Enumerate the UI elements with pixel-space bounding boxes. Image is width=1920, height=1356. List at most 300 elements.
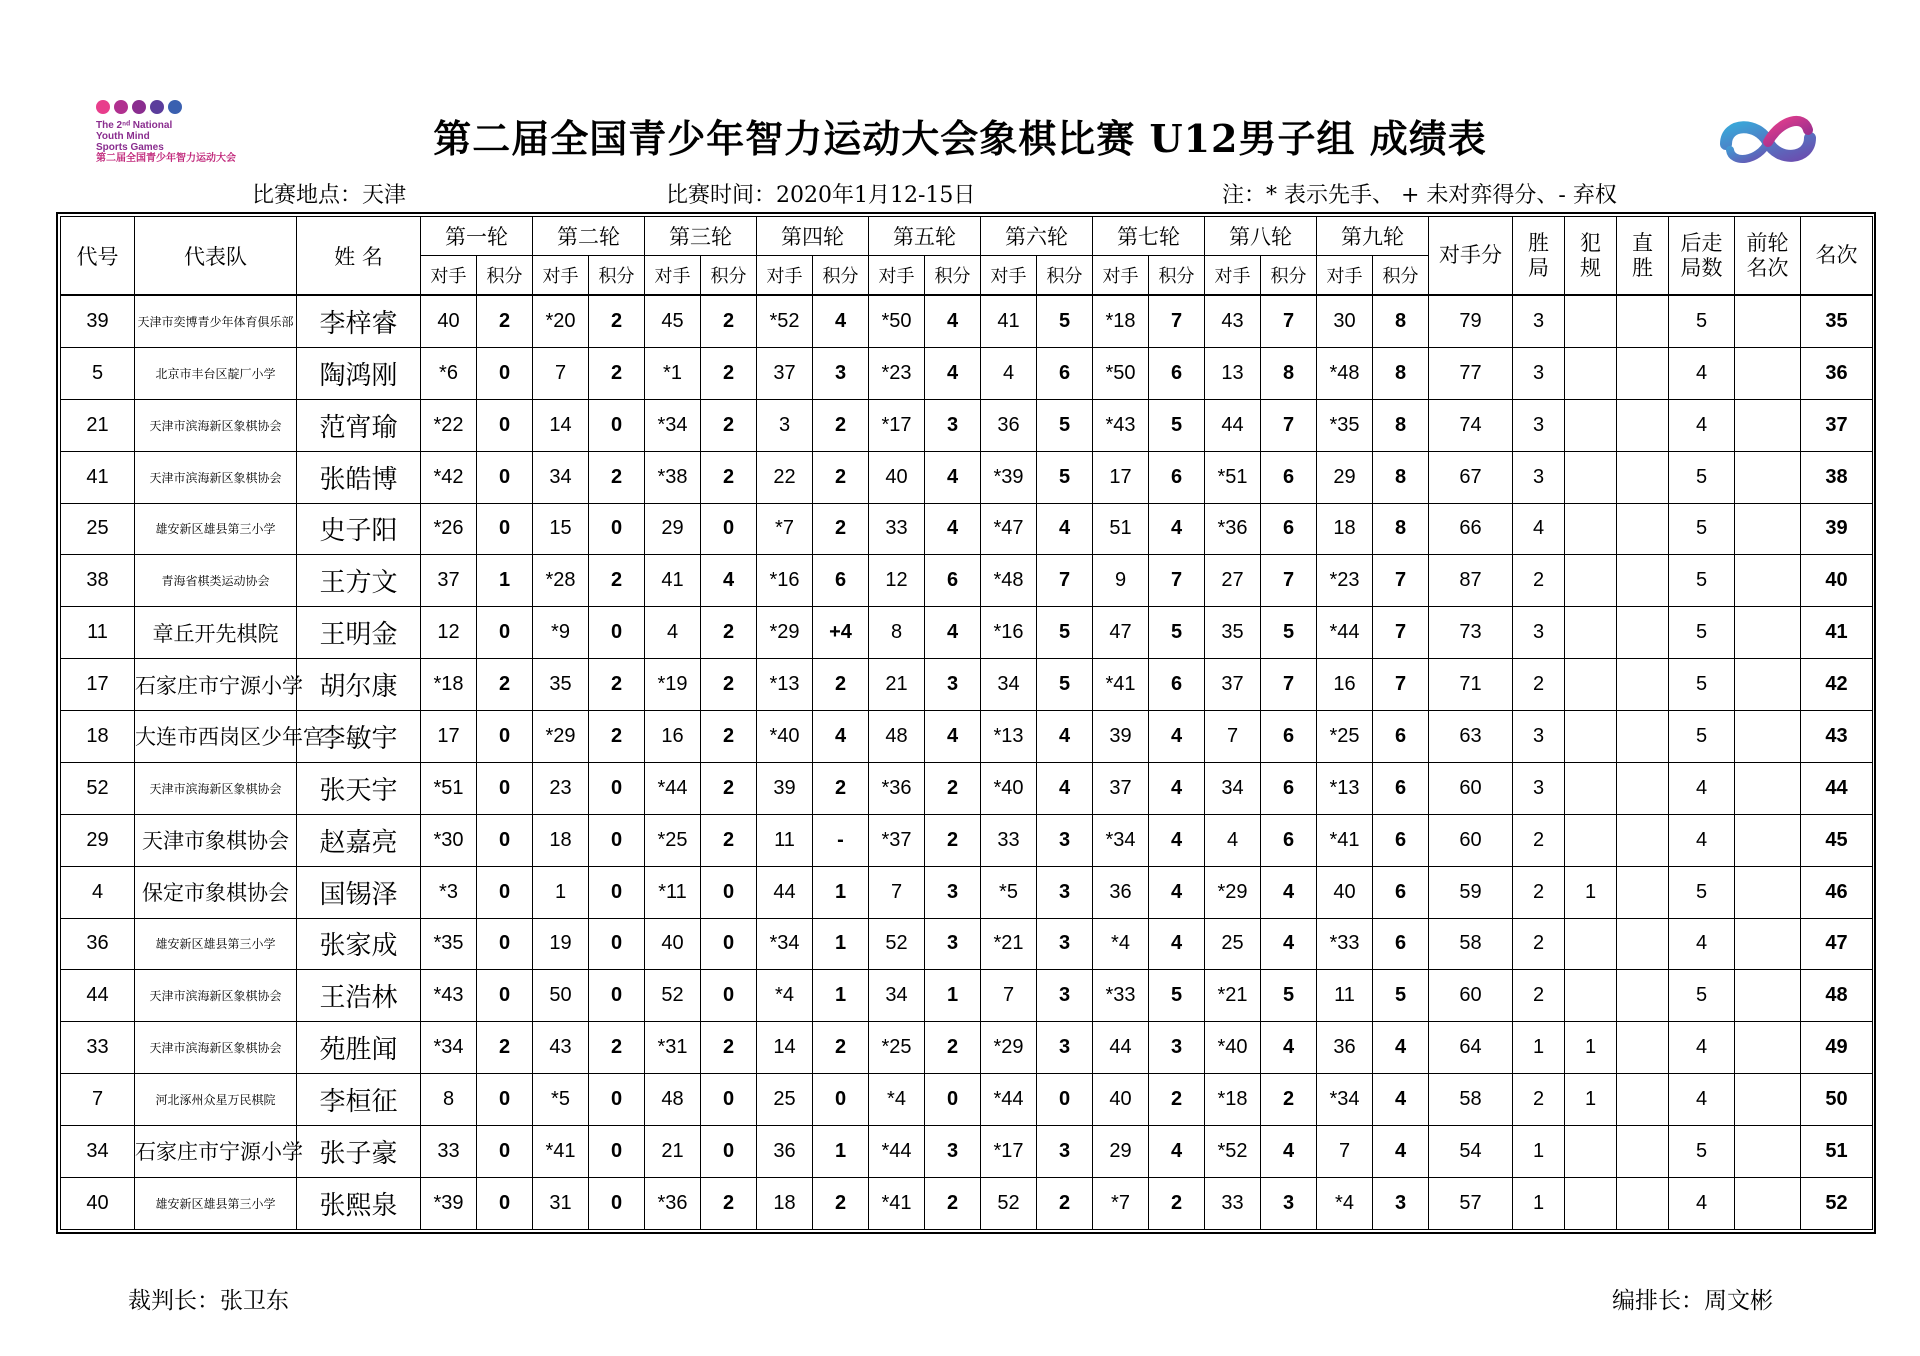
round-opponent: 25 — [1205, 918, 1261, 970]
round-points: 3 — [925, 866, 981, 918]
round-points: 3 — [925, 659, 981, 711]
round-opponent: *38 — [645, 451, 701, 503]
round-points: 0 — [701, 1074, 757, 1126]
second-move-games: 4 — [1669, 347, 1735, 399]
round-points: 8 — [1261, 347, 1317, 399]
round-opponent: 21 — [869, 659, 925, 711]
foul-count — [1565, 659, 1617, 711]
wins-count: 2 — [1513, 1074, 1565, 1126]
team-name: 青海省棋类运动协会 — [135, 555, 297, 607]
wins-count: 3 — [1513, 762, 1565, 814]
player-name: 王明金 — [297, 607, 421, 659]
header-fouls: 犯 规 — [1565, 217, 1617, 296]
round-points: 2 — [701, 399, 757, 451]
round-opponent: 18 — [757, 1177, 813, 1229]
header-round: 第七轮 — [1093, 217, 1205, 256]
foul-count: 1 — [1565, 1074, 1617, 1126]
wins-count: 3 — [1513, 607, 1565, 659]
round-opponent: *7 — [757, 503, 813, 555]
second-move-games: 5 — [1669, 555, 1735, 607]
round-points: 3 — [1037, 814, 1093, 866]
round-opponent: *51 — [421, 762, 477, 814]
team-name: 雄安新区雄县第三小学 — [135, 503, 297, 555]
logo-line-4: 第二届全国青少年智力运动大会 — [96, 153, 236, 164]
player-name: 陶鸿刚 — [297, 347, 421, 399]
round-points: 2 — [589, 295, 645, 347]
round-points: 4 — [1149, 866, 1205, 918]
round-opponent: *29 — [757, 607, 813, 659]
player-code: 25 — [61, 503, 135, 555]
header-points: 积分 — [1149, 256, 1205, 296]
opponent-score: 71 — [1429, 659, 1513, 711]
round-points: 2 — [701, 451, 757, 503]
player-name: 李敏宇 — [297, 711, 421, 763]
round-opponent: 37 — [1205, 659, 1261, 711]
round-opponent: *13 — [981, 711, 1037, 763]
round-opponent: 33 — [869, 503, 925, 555]
round-points: 0 — [589, 1177, 645, 1229]
wins-count: 2 — [1513, 970, 1565, 1022]
chief-arranger: 编排长：周文彬 — [1612, 1288, 1773, 1314]
round-points: 2 — [701, 1177, 757, 1229]
previous-rank — [1735, 659, 1801, 711]
round-points: 0 — [477, 814, 533, 866]
round-opponent: 50 — [533, 970, 589, 1022]
round-points: 0 — [477, 1177, 533, 1229]
direct-wins — [1617, 814, 1669, 866]
team-name: 天津市滨海新区象棋协会 — [135, 399, 297, 451]
player-code: 38 — [61, 555, 135, 607]
round-points: 0 — [477, 503, 533, 555]
round-points: 3 — [925, 1126, 981, 1178]
round-opponent: *25 — [645, 814, 701, 866]
round-points: 4 — [925, 295, 981, 347]
second-move-games: 5 — [1669, 503, 1735, 555]
round-points: 8 — [1373, 503, 1429, 555]
table-row — [61, 1177, 1873, 1229]
header-opponent: 对手 — [645, 256, 701, 296]
round-points: 4 — [1149, 711, 1205, 763]
round-points: 3 — [925, 918, 981, 970]
second-move-games: 4 — [1669, 1022, 1735, 1074]
direct-wins — [1617, 347, 1669, 399]
round-opponent: *36 — [1205, 503, 1261, 555]
round-opponent: 35 — [1205, 607, 1261, 659]
round-opponent: *44 — [869, 1126, 925, 1178]
header-points: 积分 — [925, 256, 981, 296]
round-opponent: 29 — [1317, 451, 1373, 503]
round-opponent: *25 — [869, 1022, 925, 1074]
direct-wins — [1617, 659, 1669, 711]
round-opponent: *37 — [869, 814, 925, 866]
table-row — [61, 399, 1873, 451]
round-points: 2 — [813, 1177, 869, 1229]
team-name: 雄安新区雄县第三小学 — [135, 918, 297, 970]
round-points: 0 — [589, 1074, 645, 1126]
direct-wins — [1617, 918, 1669, 970]
round-points: 0 — [589, 918, 645, 970]
round-opponent: *13 — [1317, 762, 1373, 814]
wins-count: 3 — [1513, 399, 1565, 451]
player-code: 18 — [61, 711, 135, 763]
direct-wins — [1617, 1074, 1669, 1126]
round-opponent: 36 — [1317, 1022, 1373, 1074]
logo-line-3: Sports Games — [96, 142, 164, 153]
round-opponent: *50 — [869, 295, 925, 347]
wins-count: 2 — [1513, 866, 1565, 918]
round-opponent: 23 — [533, 762, 589, 814]
round-opponent: 52 — [869, 918, 925, 970]
round-opponent: *36 — [645, 1177, 701, 1229]
round-opponent: 52 — [981, 1177, 1037, 1229]
player-name: 张熙泉 — [297, 1177, 421, 1229]
round-opponent: 40 — [421, 295, 477, 347]
logo-line-1: The 2ⁿᵈ National — [96, 120, 173, 131]
round-points: 7 — [1373, 607, 1429, 659]
opponent-score: 73 — [1429, 607, 1513, 659]
round-points: 2 — [477, 659, 533, 711]
round-points: 6 — [1037, 347, 1093, 399]
player-code: 11 — [61, 607, 135, 659]
player-code: 33 — [61, 1022, 135, 1074]
player-code: 52 — [61, 762, 135, 814]
final-rank: 43 — [1801, 711, 1873, 763]
round-opponent: 40 — [645, 918, 701, 970]
team-name: 天津市滨海新区象棋协会 — [135, 970, 297, 1022]
header-round: 第六轮 — [981, 217, 1093, 256]
team-name: 河北涿州众星万民棋院 — [135, 1074, 297, 1126]
round-opponent: 7 — [981, 970, 1037, 1022]
round-opponent: *34 — [1317, 1074, 1373, 1126]
round-points: 4 — [925, 711, 981, 763]
round-opponent: 14 — [533, 399, 589, 451]
round-opponent: *41 — [533, 1126, 589, 1178]
round-points: 0 — [589, 607, 645, 659]
team-name: 天津市奕博青少年体育俱乐部 — [135, 295, 297, 347]
round-opponent: *52 — [1205, 1126, 1261, 1178]
round-points: 5 — [1037, 607, 1093, 659]
wins-count: 3 — [1513, 295, 1565, 347]
round-points: 5 — [1261, 970, 1317, 1022]
round-points: 5 — [1149, 607, 1205, 659]
table-row — [61, 555, 1873, 607]
foul-count — [1565, 970, 1617, 1022]
round-points: 1 — [925, 970, 981, 1022]
previous-rank — [1735, 970, 1801, 1022]
round-points: 2 — [1261, 1074, 1317, 1126]
round-points: 2 — [477, 1022, 533, 1074]
round-points: 0 — [477, 347, 533, 399]
round-opponent: 3 — [757, 399, 813, 451]
round-opponent: 11 — [757, 814, 813, 866]
second-move-games: 4 — [1669, 399, 1735, 451]
round-opponent: *31 — [645, 1022, 701, 1074]
round-points: 6 — [1261, 814, 1317, 866]
round-points: 2 — [701, 762, 757, 814]
round-opponent: *21 — [1205, 970, 1261, 1022]
round-opponent: *29 — [533, 711, 589, 763]
table-row — [61, 503, 1873, 555]
round-points: 4 — [925, 607, 981, 659]
round-points: 0 — [701, 1126, 757, 1178]
round-points: 0 — [477, 1126, 533, 1178]
foul-count — [1565, 295, 1617, 347]
final-rank: 45 — [1801, 814, 1873, 866]
round-opponent: *19 — [645, 659, 701, 711]
opponent-score: 67 — [1429, 451, 1513, 503]
round-points: 0 — [589, 814, 645, 866]
round-opponent: 34 — [869, 970, 925, 1022]
player-code: 21 — [61, 399, 135, 451]
round-points: 7 — [1373, 555, 1429, 607]
final-rank: 51 — [1801, 1126, 1873, 1178]
round-opponent: 43 — [533, 1022, 589, 1074]
round-points: 7 — [1261, 555, 1317, 607]
round-opponent: *4 — [1317, 1177, 1373, 1229]
round-points: 4 — [925, 503, 981, 555]
foul-count — [1565, 399, 1617, 451]
round-points: 4 — [1037, 711, 1093, 763]
round-opponent: 51 — [1093, 503, 1149, 555]
second-move-games: 4 — [1669, 918, 1735, 970]
table-row — [61, 762, 1873, 814]
round-opponent: *23 — [869, 347, 925, 399]
header-opponent: 对手 — [869, 256, 925, 296]
round-points: 8 — [1373, 451, 1429, 503]
round-opponent: 52 — [645, 970, 701, 1022]
round-opponent: *41 — [1317, 814, 1373, 866]
round-points: 2 — [813, 762, 869, 814]
round-points: 2 — [589, 347, 645, 399]
round-points: 1 — [813, 970, 869, 1022]
second-move-games: 4 — [1669, 814, 1735, 866]
second-move-games: 5 — [1669, 451, 1735, 503]
round-points: 4 — [1261, 866, 1317, 918]
round-opponent: 4 — [1205, 814, 1261, 866]
table-row — [61, 295, 1873, 347]
header-opponent: 对手 — [533, 256, 589, 296]
round-points: +4 — [813, 607, 869, 659]
round-points: 2 — [589, 659, 645, 711]
round-points: 3 — [1037, 866, 1093, 918]
round-points: 0 — [477, 607, 533, 659]
team-name: 天津市滨海新区象棋协会 — [135, 762, 297, 814]
final-rank: 44 — [1801, 762, 1873, 814]
round-points: 0 — [1037, 1074, 1093, 1126]
round-points: 6 — [1261, 503, 1317, 555]
wins-count: 2 — [1513, 814, 1565, 866]
foul-count: 1 — [1565, 866, 1617, 918]
round-points: 0 — [925, 1074, 981, 1126]
final-rank: 35 — [1801, 295, 1873, 347]
final-rank: 39 — [1801, 503, 1873, 555]
round-points: 2 — [813, 399, 869, 451]
round-points: 7 — [1261, 399, 1317, 451]
round-points: 5 — [1037, 659, 1093, 711]
team-name: 天津市滨海新区象棋协会 — [135, 451, 297, 503]
round-opponent: 34 — [533, 451, 589, 503]
round-opponent: *33 — [1093, 970, 1149, 1022]
previous-rank — [1735, 1074, 1801, 1126]
round-points: 4 — [1149, 503, 1205, 555]
header-wins: 胜 局 — [1513, 217, 1565, 296]
round-opponent: *13 — [757, 659, 813, 711]
final-rank: 50 — [1801, 1074, 1873, 1126]
round-opponent: *44 — [981, 1074, 1037, 1126]
round-points: 2 — [925, 814, 981, 866]
previous-rank — [1735, 451, 1801, 503]
foul-count — [1565, 1177, 1617, 1229]
venue-label: 比赛地点：天津 — [252, 183, 407, 208]
header-points: 积分 — [589, 256, 645, 296]
direct-wins — [1617, 399, 1669, 451]
legend-note: 注：* 表示先手、 + 未对弈得分、- 弃权 — [1222, 183, 1617, 208]
round-opponent: *36 — [869, 762, 925, 814]
header-round: 第八轮 — [1205, 217, 1317, 256]
team-name: 天津市象棋协会 — [135, 814, 297, 866]
round-points: 6 — [1261, 451, 1317, 503]
round-opponent: *41 — [869, 1177, 925, 1229]
round-points: 3 — [1261, 1177, 1317, 1229]
wins-count: 3 — [1513, 711, 1565, 763]
round-opponent: 40 — [869, 451, 925, 503]
round-points: 2 — [701, 295, 757, 347]
header-points: 积分 — [1373, 256, 1429, 296]
previous-rank — [1735, 503, 1801, 555]
header-round: 第三轮 — [645, 217, 757, 256]
round-opponent: *25 — [1317, 711, 1373, 763]
direct-wins — [1617, 555, 1669, 607]
round-opponent: *3 — [421, 866, 477, 918]
previous-rank — [1735, 814, 1801, 866]
foul-count: 1 — [1565, 1022, 1617, 1074]
wins-count: 3 — [1513, 347, 1565, 399]
round-opponent: *29 — [981, 1022, 1037, 1074]
round-opponent: *41 — [1093, 659, 1149, 711]
final-rank: 36 — [1801, 347, 1873, 399]
round-opponent: 22 — [757, 451, 813, 503]
header-opponent: 对手 — [981, 256, 1037, 296]
previous-rank — [1735, 866, 1801, 918]
header-team: 代表队 — [135, 217, 297, 296]
round-opponent: 4 — [645, 607, 701, 659]
player-code: 44 — [61, 970, 135, 1022]
direct-wins — [1617, 970, 1669, 1022]
round-opponent: *34 — [1093, 814, 1149, 866]
round-points: 6 — [813, 555, 869, 607]
round-points: 3 — [1373, 1177, 1429, 1229]
opponent-score: 87 — [1429, 555, 1513, 607]
header-name: 姓 名 — [297, 217, 421, 296]
previous-rank — [1735, 295, 1801, 347]
round-points: 4 — [1373, 1126, 1429, 1178]
player-name: 王方文 — [297, 555, 421, 607]
round-opponent: *40 — [981, 762, 1037, 814]
team-name: 石家庄市宁源小学 — [135, 1126, 297, 1178]
round-opponent: 9 — [1093, 555, 1149, 607]
round-opponent: 43 — [1205, 295, 1261, 347]
round-opponent: 17 — [421, 711, 477, 763]
foul-count — [1565, 711, 1617, 763]
header-opponent-score: 对手分 — [1429, 217, 1513, 296]
round-opponent: 17 — [1093, 451, 1149, 503]
team-name: 北京市丰台区靛厂小学 — [135, 347, 297, 399]
table-row — [61, 814, 1873, 866]
team-name: 天津市滨海新区象棋协会 — [135, 1022, 297, 1074]
round-opponent: 18 — [1317, 503, 1373, 555]
previous-rank — [1735, 555, 1801, 607]
opponent-score: 64 — [1429, 1022, 1513, 1074]
opponent-score: 60 — [1429, 970, 1513, 1022]
round-opponent: *43 — [421, 970, 477, 1022]
team-name: 保定市象棋协会 — [135, 866, 297, 918]
header-round: 第二轮 — [533, 217, 645, 256]
player-code: 36 — [61, 918, 135, 970]
round-opponent: 30 — [1317, 295, 1373, 347]
round-points: 8 — [1373, 295, 1429, 347]
foul-count — [1565, 814, 1617, 866]
round-opponent: *4 — [757, 970, 813, 1022]
table-row — [61, 866, 1873, 918]
round-opponent: 16 — [645, 711, 701, 763]
player-name: 胡尔康 — [297, 659, 421, 711]
round-opponent: 8 — [421, 1074, 477, 1126]
round-points: 2 — [813, 659, 869, 711]
header-opponent: 对手 — [757, 256, 813, 296]
round-opponent: 27 — [1205, 555, 1261, 607]
round-points: 2 — [701, 659, 757, 711]
round-points: 7 — [1261, 295, 1317, 347]
round-points: 2 — [925, 1022, 981, 1074]
round-points: 0 — [589, 866, 645, 918]
round-opponent: 41 — [645, 555, 701, 607]
wins-count: 1 — [1513, 1126, 1565, 1178]
round-opponent: *4 — [869, 1074, 925, 1126]
opponent-score: 59 — [1429, 866, 1513, 918]
round-opponent: 35 — [533, 659, 589, 711]
round-opponent: 44 — [757, 866, 813, 918]
round-points: 6 — [1373, 814, 1429, 866]
round-points: 2 — [813, 503, 869, 555]
header-opponent: 对手 — [1205, 256, 1261, 296]
opponent-score: 77 — [1429, 347, 1513, 399]
round-opponent: *5 — [981, 866, 1037, 918]
round-opponent: 44 — [1093, 1022, 1149, 1074]
round-opponent: *35 — [1317, 399, 1373, 451]
round-opponent: 29 — [645, 503, 701, 555]
round-points: 2 — [701, 347, 757, 399]
round-points: 6 — [1149, 659, 1205, 711]
round-points: 6 — [1373, 762, 1429, 814]
round-opponent: *47 — [981, 503, 1037, 555]
foul-count — [1565, 762, 1617, 814]
round-opponent: 33 — [1205, 1177, 1261, 1229]
round-points: - — [813, 814, 869, 866]
opponent-score: 66 — [1429, 503, 1513, 555]
player-name: 范宵瑜 — [297, 399, 421, 451]
round-points: 3 — [1037, 970, 1093, 1022]
round-opponent: *51 — [1205, 451, 1261, 503]
round-opponent: 36 — [1093, 866, 1149, 918]
round-opponent: *22 — [421, 399, 477, 451]
team-name: 雄安新区雄县第三小学 — [135, 1177, 297, 1229]
round-opponent: *20 — [533, 295, 589, 347]
round-opponent: *33 — [1317, 918, 1373, 970]
round-points: 0 — [589, 399, 645, 451]
round-opponent: 41 — [981, 295, 1037, 347]
round-opponent: 4 — [981, 347, 1037, 399]
round-opponent: *9 — [533, 607, 589, 659]
